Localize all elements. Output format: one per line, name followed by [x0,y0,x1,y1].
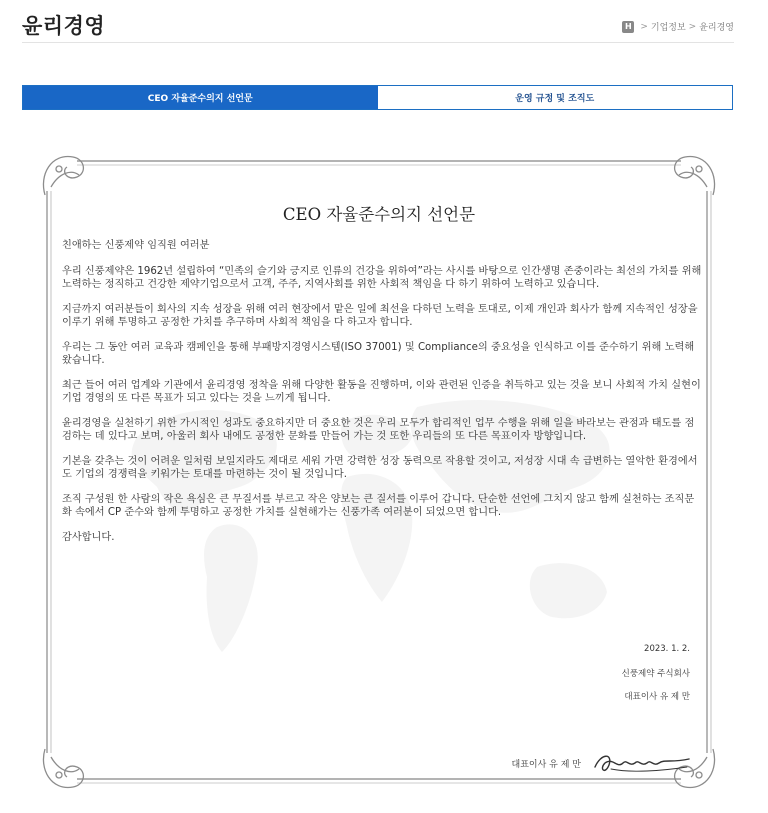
declaration-letter [37,147,721,797]
handwritten-signature [591,749,691,777]
letter-paragraph: 지금까지 여러분들이 회사의 지속 성장을 위해 여러 현장에서 맡은 일에 최선을 다하던 노력을 토대로, 이제 개인과 회사가 함께 지속적인 성장을 이루기 위해 투명하고 공정한 가치를 추구하며 사회적 책임을 다 하고자 합니다. [62,304,698,328]
tab-regulations-org-chart[interactable]: 운영 규정 및 조직도 [378,86,733,109]
tab-bar [22,85,733,110]
letter-title: CEO 자율준수의지 선언문 [282,205,476,224]
header-divider [22,42,734,43]
page-title: 윤리경영 [22,14,106,38]
signature-block [512,749,691,777]
breadcrumb-separator: > [688,21,697,32]
letter-paragraph: 우리 신풍제약은 1962년 설립하여 “민족의 슬기와 긍지로 인류의 건강을 위하여”라는 사시를 바탕으로 인간생명 존중이라는 최선의 가치를 위해 노력하는 정직하고 건강한 제약기업으로서 고객, 주주, 지역사회를 위한 사회적 책임을 다 하기 위하여 노력하고 있습니다. [62,266,702,290]
ceo-name: 대표이사 유 제 만 [624,692,690,702]
letter-greeting: 친애하는 신풍제약 임직원 여러분 [62,240,210,251]
breadcrumb-item-ethics[interactable]: 윤리경영 [699,23,734,33]
letter-paragraph: 우리는 그 동안 여러 교육과 캠페인을 통해 부패방지경영시스템(ISO 37001) 및 Compliance의 중요성을 인식하고 이를 준수하기 위해 노력해 왔습니다. [62,342,695,366]
breadcrumb-separator: > [640,21,648,32]
letter-paragraph: 조직 구성원 한 사람의 작은 욕심은 큰 무질서를 부르고 작은 양보는 큰 질서를 이루어 갑니다. 단순한 선언에 그치지 않고 함께 실천하는 조직문화 속에서 CP 준수와 함께 투명하고 공정한 가치를 실현해가는 신풍가족 여러분이 되었으면 합니다. [62,494,695,518]
breadcrumb-item-company[interactable]: 기업정보 [650,23,686,33]
letter-body [62,239,702,556]
letter-closing: 감사합니다. [62,532,115,543]
breadcrumb [622,20,734,33]
tab-ceo-declaration[interactable]: CEO 자율준수의지 선언문 [23,86,378,109]
letter-paragraph: 윤리경영을 실천하기 위한 가시적인 성과도 중요하지만 더 중요한 것은 우리 모두가 합리적인 업무 수행을 위해 일을 바라보는 관점과 태도를 점검하는 데 있다고 보며, 아울러 회사 내에도 공정한 문화를 만들어 가는 것 또한 우리들의 또 다른 목표이자 방향입니다. [62,418,695,442]
letter-paragraph: 기본을 갖추는 것이 어려운 일처럼 보일지라도 제대로 세워 가면 강력한 성장 동력으로 작용할 것이고, 저성장 시대 속 급변하는 열악한 환경에서도 기업의 경쟁력을 키워가는 토대를 마련하는 것이 될 것입니다. [62,456,698,480]
signature-label: 대표이사 유 제 만 [511,759,581,770]
letter-paragraph: 최근 들어 여러 업계와 기관에서 윤리경영 정착을 위해 다양한 활동을 진행하며, 이와 관련된 인증을 취득하고 있는 것을 보니 사회적 가치 실현이 기업 경영의 또 다른 목표가 되고 있다는 것을 느끼게 됩니다. [62,380,701,404]
company-name: 신풍제약 주식회사 [621,669,690,679]
home-icon[interactable]: H [622,21,634,33]
letter-date: 2023. 1. 2. [644,644,690,654]
